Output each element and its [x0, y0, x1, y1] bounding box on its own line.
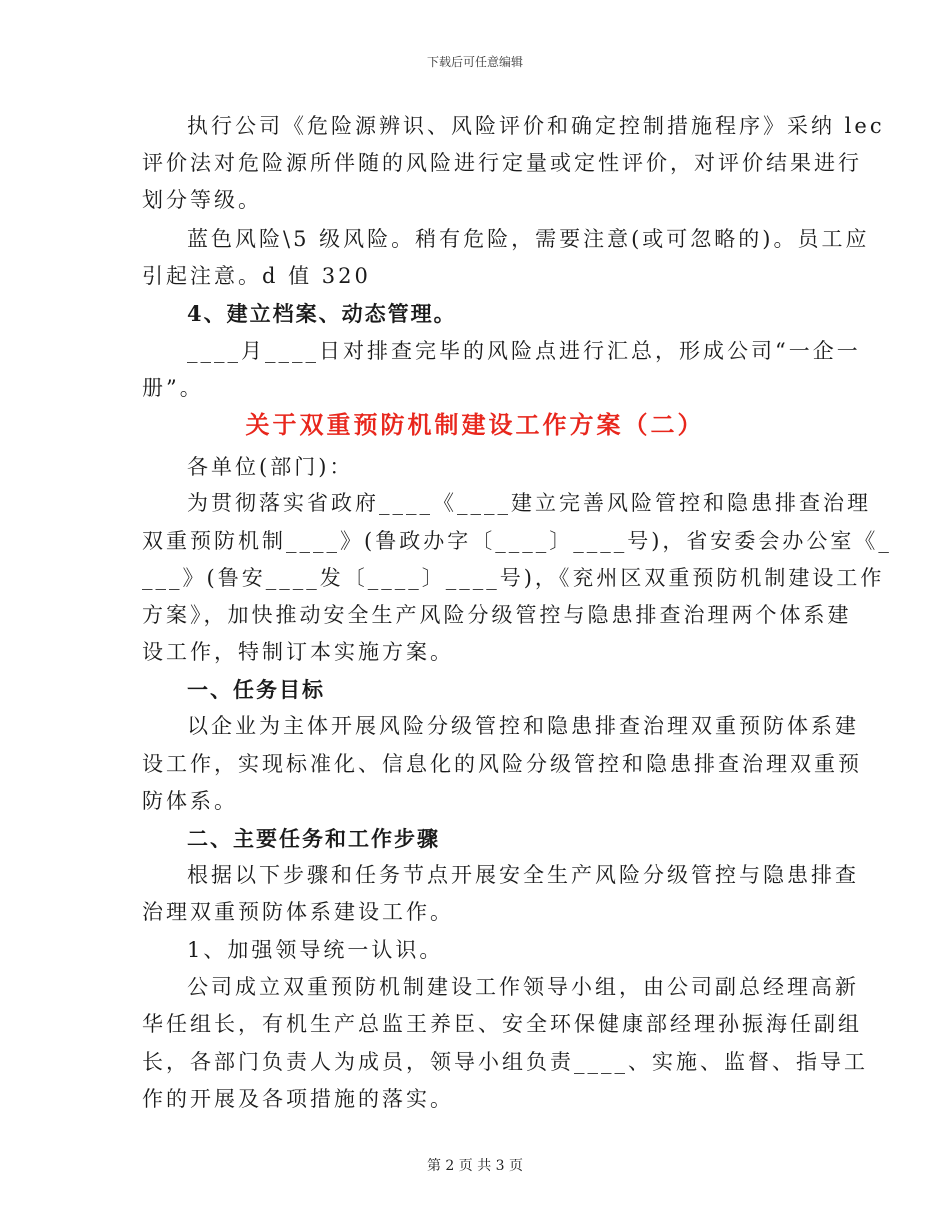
paragraph-line: 治理双重预防体系建设工作。 [142, 900, 454, 924]
paragraph-line: 作的开展及各项措施的落实。 [142, 1087, 454, 1111]
paragraph-line: 设工作，实现标准化、信息化的风险分级管控和隐患排查治理双重预 [142, 752, 862, 776]
paragraph-line: 双重预防机制____》(鲁政办字〔____〕____号)，省安委会办公室《_ [142, 529, 892, 553]
paragraph-line: 划分等级。 [142, 188, 262, 212]
section-heading: 一、任务目标 [187, 677, 325, 702]
paragraph-line: 方案》，加快推动安全生产风险分级管控与隐患排查治理两个体系建 [142, 603, 852, 627]
paragraph-line: 设工作，特制订本实施方案。 [142, 640, 454, 664]
section-heading: 4、建立档案、动态管理。 [187, 301, 457, 326]
paragraph-line: 册”。 [142, 376, 204, 400]
paragraph-line: 防体系。 [142, 789, 238, 813]
document-title: 关于双重预防机制建设工作方案（二） [245, 410, 705, 439]
paragraph-line: ___》(鲁安____发〔____〕____号)，《兖州区双重预防机制建设工作 [142, 566, 885, 590]
paragraph-line: 蓝色风险\5 级风险。稍有危险，需要注意(或可忽略的)。员工应 [187, 227, 870, 251]
page-header: 下载后可任意编辑 [426, 55, 523, 69]
paragraph-line: 华任组长，有机生产总监王养臣、安全环保健康部经理孙振海任副组 [142, 1012, 862, 1036]
paragraph-line: 为贯彻落实省政府____《____建立完善风险管控和隐患排查治理 [187, 491, 871, 515]
subsection-heading: 1、加强领导统一认识。 [187, 938, 444, 962]
paragraph-line: 评价法对危险源所伴随的风险进行定量或定性评价，对评价结果进行 [142, 151, 862, 175]
paragraph-line: 执行公司《危险源辨识、风险评价和确定控制措施程序》采纳 lec [187, 114, 885, 138]
paragraph-line: 长，各部门负责人为成员，领导小组负责____、实施、监督、指导工 [142, 1050, 868, 1074]
salutation: 各单位(部门)： [187, 455, 354, 479]
section-heading: 二、主要任务和工作步骤 [187, 826, 440, 851]
page-footer: 第 2 页 共 3 页 [426, 1158, 524, 1174]
paragraph-line: 根据以下步骤和任务节点开展安全生产风险分级管控与隐患排查 [187, 863, 859, 887]
paragraph-line: 公司成立双重预防机制建设工作领导小组，由公司副总经理高新 [187, 975, 859, 999]
paragraph-line: ____月____日对排查完毕的风险点进行汇总，形成公司“一企一 [187, 339, 861, 363]
paragraph-line: 引起注意。d 值 320 [142, 264, 371, 288]
paragraph-line: 以企业为主体开展风险分级管控和隐患排查治理双重预防体系建 [187, 714, 859, 738]
